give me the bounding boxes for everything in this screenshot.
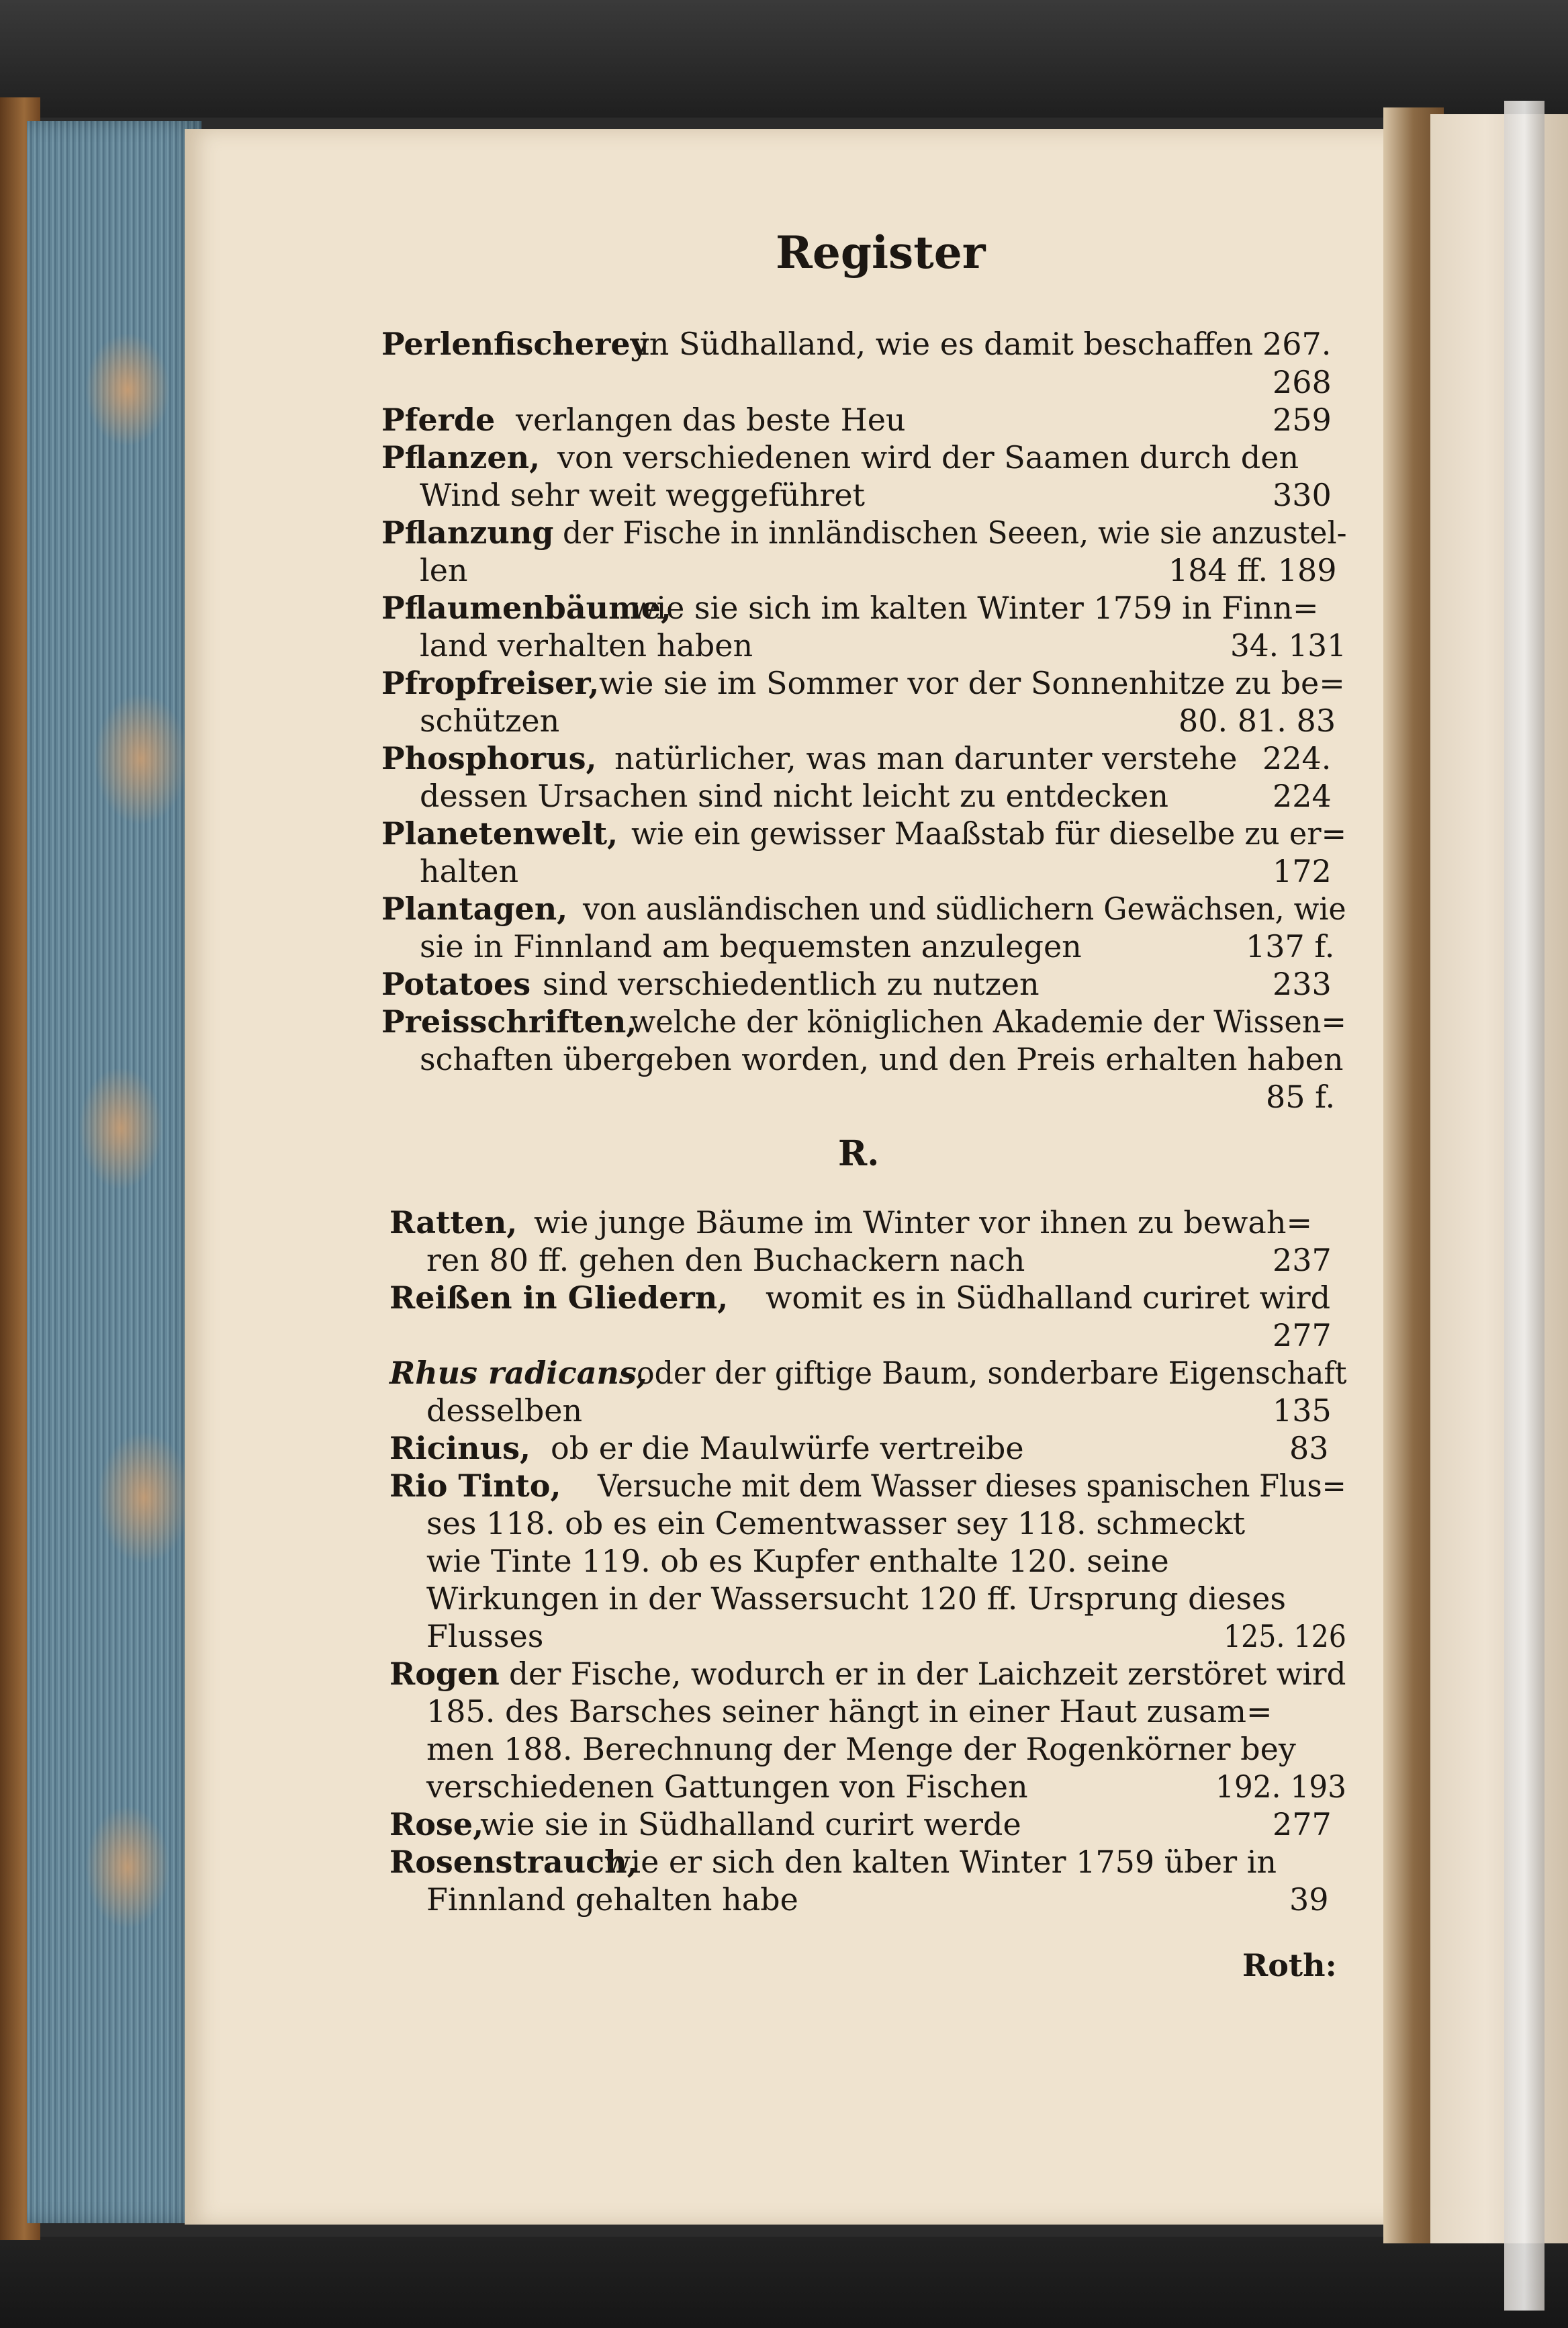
- entry-text: der Fische in innländischen Seeen, wie sie anzustel-: [563, 514, 1347, 551]
- entry-text: Wind sehr weit weggeführet: [420, 477, 866, 513]
- entry-page: 330: [1273, 477, 1332, 513]
- entry-text: ren 80 ff. gehen den Buchackern nach: [426, 1242, 1025, 1278]
- entry-text: sind verschiedentlich zu nutzen: [543, 966, 1040, 1002]
- entry-headword: Rhus radicans,: [389, 1355, 647, 1391]
- entry-text: schützen: [420, 703, 560, 739]
- entry-headword: Planetenwelt,: [381, 815, 618, 852]
- entry-page: 83: [1289, 1430, 1329, 1466]
- entry-headword: Perlenfischerey: [381, 326, 649, 362]
- entry-text: halten: [420, 853, 519, 889]
- catchword: Roth:: [1242, 1947, 1337, 1983]
- entry-page: 135: [1273, 1392, 1332, 1429]
- entry-page: 80. 81. 83: [1179, 703, 1336, 739]
- entry-page: 233: [1273, 966, 1332, 1002]
- entry-headword: Ratten,: [389, 1204, 518, 1241]
- entry-text: wie sie sich im kalten Winter 1759 in Finn=: [630, 590, 1319, 626]
- entry-text: wie er sich den kalten Winter 1759 über in: [604, 1844, 1277, 1880]
- entry-page: 267.: [1262, 326, 1332, 362]
- entry-text: sie in Finnland am bequemsten anzulegen: [420, 928, 1082, 965]
- entry-headword: Pferde: [381, 402, 496, 438]
- entry-text: in Südhalland, wie es damit beschaffen: [639, 326, 1254, 362]
- entry-headword: Rose,: [389, 1806, 484, 1842]
- entry-text: Wirkungen in der Wassersucht 120 ff. Ursprung dieses: [426, 1580, 1286, 1617]
- entry-text: oder der giftige Baum, sonderbare Eigenschaft: [637, 1355, 1347, 1391]
- entry-page: 184 ff. 189: [1168, 552, 1337, 588]
- entry-text: wie sie in Südhalland curirt werde: [480, 1806, 1021, 1842]
- entry-text: len: [420, 552, 468, 588]
- entry-headword: Rio Tinto,: [389, 1468, 561, 1504]
- entry-page: 192. 193: [1215, 1769, 1347, 1805]
- entry-text: wie sie im Sommer vor der Sonnenhitze zu be=: [599, 665, 1345, 701]
- entry-headword: Rosenstrauch,: [389, 1844, 638, 1880]
- entry-text: natürlicher, was man darunter verstehe: [614, 740, 1238, 776]
- entry-headword: Plantagen,: [381, 891, 568, 927]
- entry-page: 172: [1273, 853, 1332, 889]
- entry-text: schaften übergeben worden, und den Preis erhalten haben: [420, 1041, 1344, 1077]
- entry-page: 277: [1273, 1317, 1332, 1353]
- entry-page: 268: [1273, 364, 1332, 400]
- entry-headword: Phosphorus,: [381, 740, 597, 776]
- entry-text: dessen Ursachen sind nicht leicht zu entdecken: [420, 778, 1168, 814]
- entry-page: 259: [1273, 402, 1332, 438]
- entry-page: 277: [1273, 1806, 1332, 1842]
- entry-text: von verschiedenen wird der Saamen durch den: [557, 439, 1299, 476]
- entry-text: Flusses: [426, 1618, 544, 1654]
- page-title: Register: [776, 226, 986, 279]
- entry-text: wie ein gewisser Maaßstab für dieselbe zu er=: [631, 815, 1346, 852]
- entry-text: wie Tinte 119. ob es Kupfer enthalte 120. seine: [426, 1543, 1169, 1579]
- entry-page: 137 f.: [1246, 928, 1335, 965]
- entry-text: Versuche mit dem Wasser dieses spanischen Flus=: [598, 1468, 1346, 1504]
- entry-text: welche der königlichen Akademie der Wissen=: [630, 1003, 1346, 1040]
- entry-page: 224.: [1262, 740, 1332, 776]
- entry-text: verschiedenen Gattungen von Fischen: [426, 1769, 1028, 1805]
- entry-page: 39: [1289, 1881, 1329, 1918]
- entry-headword: Ricinus,: [389, 1430, 531, 1466]
- entry-text: der Fische, wodurch er in der Laichzeit zerstöret wird: [509, 1656, 1346, 1692]
- entry-text: ses 118. ob es ein Cementwasser sey 118. schmeckt: [426, 1505, 1246, 1541]
- entry-headword: Reißen in Gliedern,: [389, 1280, 729, 1316]
- entry-page: 224: [1273, 778, 1332, 814]
- entry-text: womit es in Südhalland curiret wird: [766, 1280, 1331, 1316]
- entry-text: 185. des Barsches seiner hängt in einer Haut zusam=: [426, 1693, 1273, 1730]
- entry-headword: Pflanzen,: [381, 439, 541, 476]
- entry-headword: Potatoes: [381, 966, 531, 1002]
- entry-text: desselben: [426, 1392, 583, 1429]
- entry-page: 237: [1273, 1242, 1332, 1278]
- entry-text: Finnland gehalten habe: [426, 1881, 798, 1918]
- entry-headword: Pflaumenbäume,: [381, 590, 672, 626]
- entry-text: men 188. Berechnung der Menge der Rogenkörner bey: [426, 1731, 1296, 1767]
- entry-text: ob er die Maulwürfe vertreibe: [551, 1430, 1024, 1466]
- entry-text: land verhalten haben: [420, 627, 753, 664]
- entry-text: wie junge Bäume im Winter vor ihnen zu bewah=: [534, 1204, 1312, 1241]
- entry-page: 125. 126: [1224, 1618, 1346, 1654]
- entry-text: verlangen das beste Heu: [516, 402, 906, 438]
- entry-headword: Rogen: [389, 1656, 500, 1692]
- section-letter: R.: [838, 1133, 880, 1174]
- entry-headword: Pflanzung: [381, 514, 554, 551]
- entry-headword: Pfropfreiser,: [381, 665, 600, 701]
- entry-page: 34. 131: [1230, 627, 1346, 664]
- entry-text: von ausländischen und südlichern Gewächsen, wie: [583, 891, 1346, 927]
- entry-page: 85 f.: [1266, 1079, 1336, 1115]
- entry-headword: Preisschriften,: [381, 1003, 637, 1040]
